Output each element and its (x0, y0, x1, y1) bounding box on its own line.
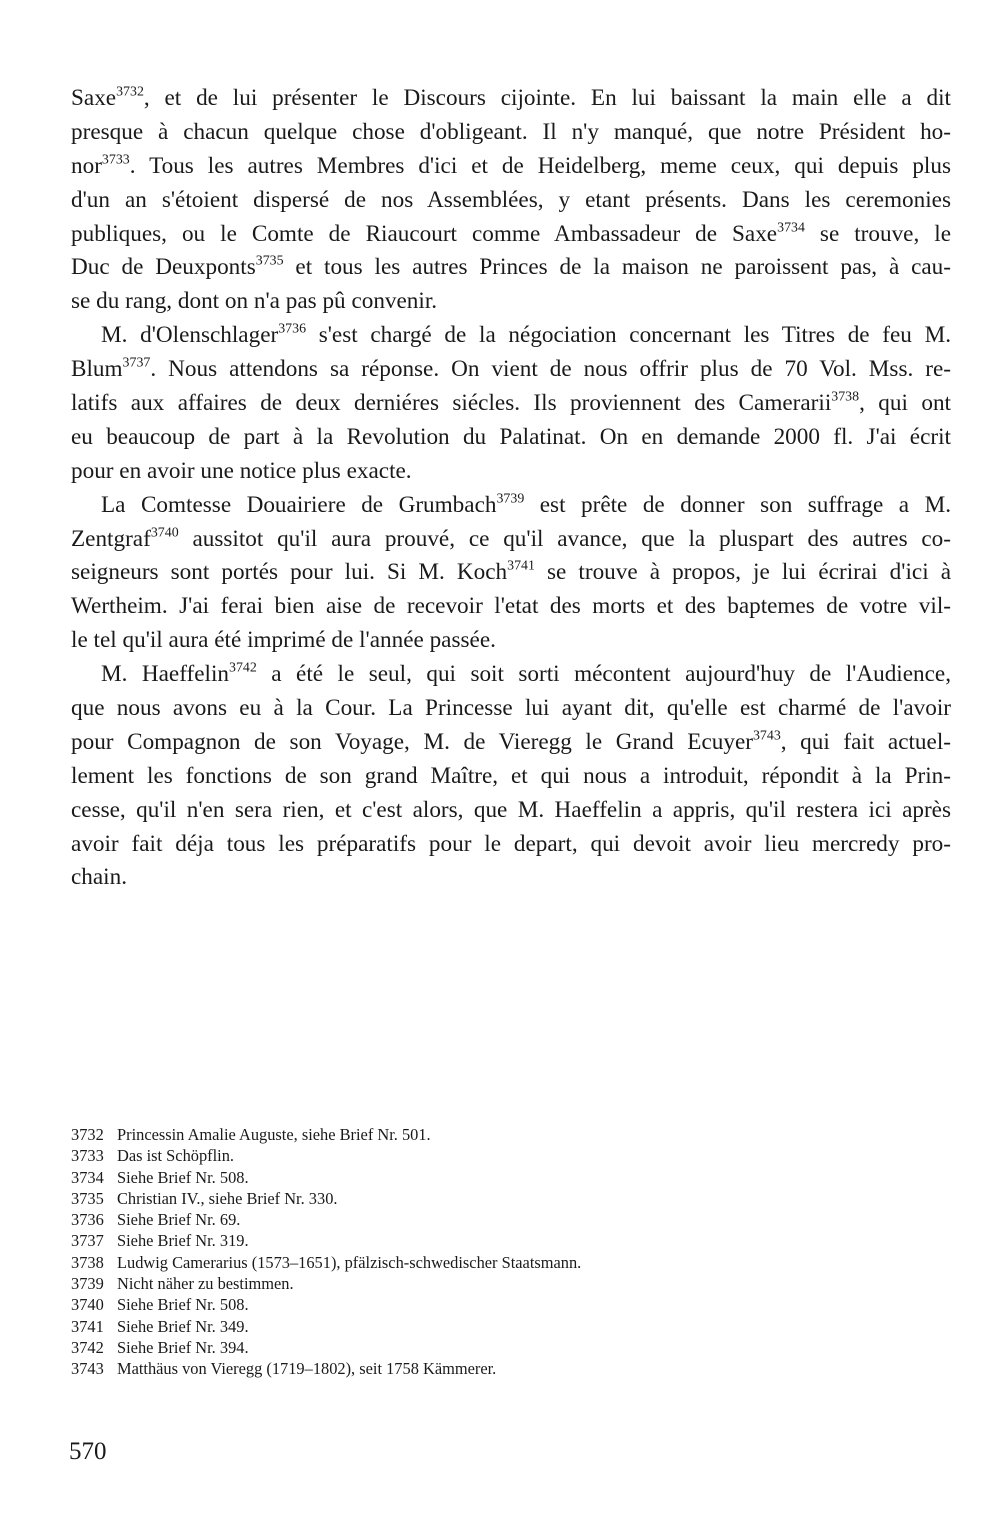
footnote-text: Ludwig Camerarius (1573–1651), pfälzisch-schwedischer Staatsmann. (117, 1252, 582, 1272)
text-run: et tous les autres Princes de la maison ne paroissent pas, à cau- (283, 254, 951, 281)
text-line (71, 421, 951, 455)
footnote-text: Siehe Brief Nr. 349. (117, 1316, 249, 1336)
text-line (71, 590, 951, 624)
text-run: latifs aux affaires de deux derniéres siécles. Ils proviennent des Camerarii (71, 390, 832, 417)
footnote-text: Matthäus von Vieregg (1719–1802), seit 1758 Kämmerer. (117, 1359, 497, 1379)
text-line (71, 285, 951, 319)
text-run: , qui ont (859, 390, 951, 417)
footnote-ref: 3741 (507, 558, 535, 574)
footnote-number: 3737 (71, 1231, 104, 1251)
text-line (71, 692, 951, 726)
footnote-number: 3736 (71, 1210, 104, 1230)
footnote-ref: 3734 (777, 219, 805, 235)
footnote (71, 1209, 951, 1230)
text-line (71, 658, 951, 692)
text-line (71, 218, 951, 252)
footnote-number: 3734 (71, 1167, 104, 1187)
footnote-text: Siehe Brief Nr. 394. (117, 1337, 249, 1357)
footnote-number: 3742 (71, 1337, 104, 1357)
text-line (71, 760, 951, 794)
text-line (71, 523, 951, 557)
footnote-ref: 3732 (116, 84, 144, 100)
footnote (71, 1316, 951, 1337)
footnote-ref: 3737 (122, 355, 151, 371)
footnote-ref: 3736 (278, 321, 307, 337)
text-run: eu beaucoup de part à la Revolution du Palatinat. On en demande 2000 fl. J'ai écrit (71, 423, 951, 450)
text-run: , qui fait actuel- (780, 728, 951, 755)
text-run: chain. (71, 864, 128, 891)
text-line (71, 82, 951, 116)
text-run: d'un an s'étoient dispersé de nos Assemblées, y etant présents. Dans les ceremonies (71, 186, 951, 213)
text-run: Blum (71, 356, 123, 383)
text-run: que nous avons eu à la Cour. La Princesse lui ayant dit, qu'elle est charmé de l'avoir (71, 695, 951, 722)
text-run: Duc de Deuxponts (71, 254, 256, 281)
text-line (71, 251, 951, 285)
text-line (71, 387, 951, 421)
text-line (71, 794, 951, 828)
text-run: se du rang, dont on n'a pas pû convenir. (71, 288, 438, 315)
text-run: pour Compagnon de son Voyage, M. de Vieregg le Grand Ecuyer (71, 728, 753, 755)
text-run: avoir fait déja tous les préparatifs pour le depart, qui devoit avoir lieu mercredy pro- (71, 830, 951, 857)
page-number: 570 (69, 1438, 107, 1465)
text-run: le tel qu'il aura été imprimé de l'année passée. (71, 627, 496, 654)
text-run: La Comtesse Douairiere de Grumbach (101, 491, 497, 518)
text-run: Zentgraf (71, 525, 151, 552)
footnote (71, 1188, 951, 1209)
footnote-number: 3739 (71, 1274, 104, 1294)
text-run: seigneurs sont portés pour lui. Si M. Koch (71, 559, 508, 586)
text-line (71, 184, 951, 218)
footnote-number: 3733 (71, 1146, 104, 1166)
footnote (71, 1252, 951, 1273)
text-run: . Nous attendons sa réponse. On vient de nous offrir plus de 70 Vol. Mss. re- (150, 356, 951, 383)
footnote (71, 1358, 951, 1379)
text-line (71, 556, 951, 590)
text-run: nor (71, 152, 102, 179)
text-run: Wertheim. J'ai ferai bien aise de recevoir l'etat des morts et des baptemes de votre vil- (71, 593, 951, 620)
footnote (71, 1230, 951, 1251)
text-run: lement les fonctions de son grand Maître, et qui nous a introduit, répondit à la Prin- (71, 762, 951, 789)
text-line (71, 116, 951, 150)
text-run: aussitot qu'il aura prouvé, ce qu'il avance, que la pluspart des autres co- (178, 525, 951, 552)
text-run: a été le seul, qui soit sorti mécontent aujourd'huy de l'Audience, (256, 661, 951, 688)
footnote-text: Siehe Brief Nr. 508. (117, 1167, 249, 1187)
footnote-number: 3732 (71, 1125, 104, 1144)
text-line (71, 455, 951, 489)
text-run: se trouve à propos, je lui écrirai d'ici à (534, 559, 951, 586)
letter-body (71, 82, 951, 895)
text-run: pour en avoir une notice plus exacte. (71, 457, 412, 484)
text-line (71, 861, 951, 895)
footnotes (71, 1124, 951, 1380)
footnote-number: 3740 (71, 1295, 104, 1315)
footnote-number: 3735 (71, 1188, 104, 1208)
footnote-text: Siehe Brief Nr. 508. (117, 1295, 249, 1315)
text-run: cesse, qu'il n'en sera rien, et c'est alors, que M. Haeffelin a appris, qu'il restera ici après (71, 796, 951, 823)
text-line (71, 726, 951, 760)
footnote-number: 3743 (71, 1359, 104, 1379)
text-line (71, 624, 951, 658)
text-run: est prête de donner son suffrage a M. (524, 491, 951, 518)
text-line (71, 319, 951, 353)
footnote-text: Siehe Brief Nr. 319. (117, 1231, 249, 1251)
text-run: s'est chargé de la négociation concernant les Titres de feu M. (306, 322, 951, 349)
footnote (71, 1273, 951, 1294)
footnote (71, 1167, 951, 1188)
footnote-text: Siehe Brief Nr. 69. (117, 1210, 241, 1230)
footnote-ref: 3733 (101, 152, 130, 168)
text-run: publiques, ou le Comte de Riaucourt comme Ambassadeur de Saxe (71, 220, 778, 247)
footnote-number: 3741 (71, 1316, 104, 1336)
text-run: . Tous les autres Membres d'ici et de Heidelberg, meme ceux, qui depuis plus (129, 152, 951, 179)
footnote-text: Princessin Amalie Auguste, siehe Brief Nr. 501. (117, 1125, 431, 1144)
text-run: se trouve, le (804, 220, 951, 247)
text-run: M. d'Olenschlager (101, 322, 279, 349)
text-run: , et de lui présenter le Discours cijointe. En lui baissant la main elle a dit (143, 85, 951, 111)
footnote-number: 3738 (71, 1252, 104, 1272)
text-line (71, 353, 951, 387)
footnote-text: Das ist Schöpflin. (117, 1146, 235, 1166)
footnote-ref: 3740 (150, 524, 179, 540)
text-run: presque à chacun quelque chose d'obligeant. Il n'y manqué, que notre Président ho- (71, 118, 951, 145)
footnote-text: Nicht näher zu bestimmen. (117, 1274, 294, 1294)
footnote-ref: 3743 (752, 728, 781, 744)
text-line (71, 828, 951, 862)
footnote-text: Christian IV., siehe Brief Nr. 330. (117, 1188, 338, 1208)
text-run: Saxe (71, 85, 117, 111)
footnote-ref: 3742 (229, 660, 257, 676)
footnote-ref: 3739 (496, 490, 525, 506)
footnote (71, 1337, 951, 1358)
footnote (71, 1294, 951, 1315)
text-run: M. Haeffelin (101, 661, 230, 688)
footnote-ref: 3735 (255, 253, 284, 269)
text-line (71, 489, 951, 523)
footnote (71, 1124, 951, 1145)
text-line (71, 150, 951, 184)
footnote-ref: 3738 (831, 389, 860, 405)
footnote (71, 1145, 951, 1166)
